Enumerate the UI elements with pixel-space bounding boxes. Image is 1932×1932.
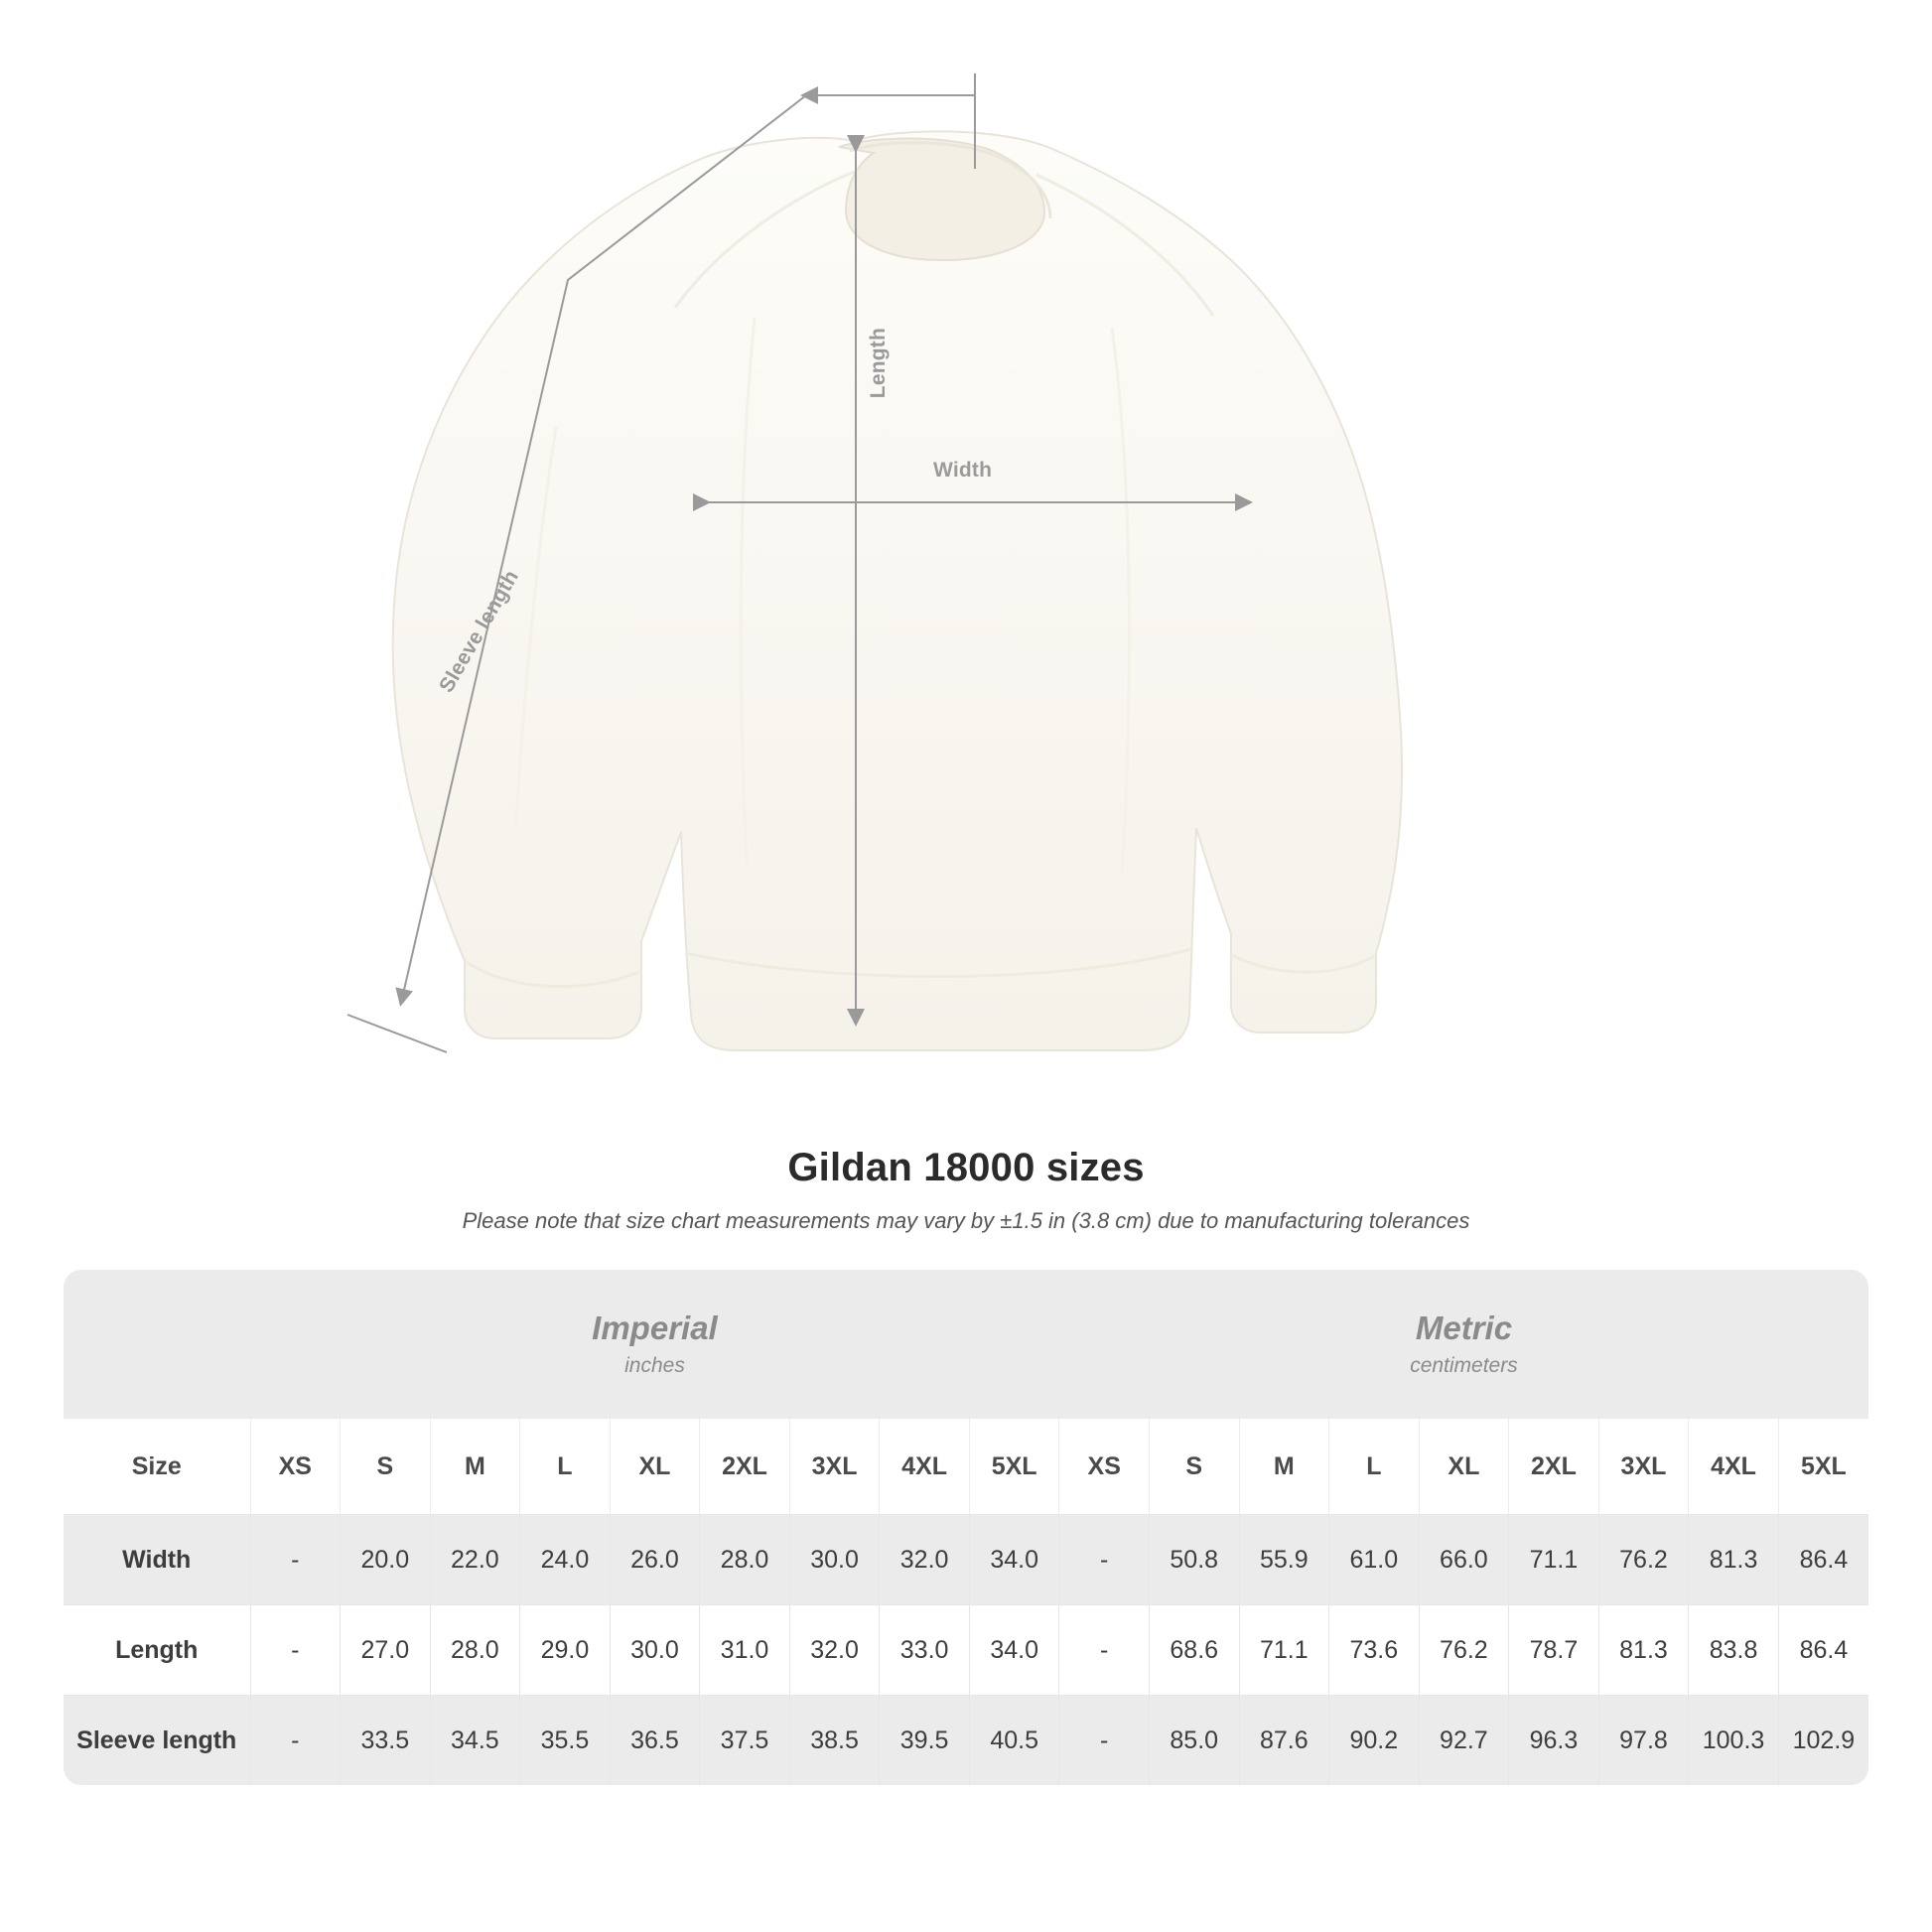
cell-sleeve-0: - — [250, 1696, 341, 1786]
unit-header-row — [64, 1270, 1868, 1419]
unit-spacer — [64, 1270, 250, 1419]
cell-width-3: 24.0 — [520, 1515, 611, 1605]
cell-length-10: 68.6 — [1149, 1605, 1239, 1696]
cell-sleeve-17: 102.9 — [1778, 1696, 1868, 1786]
cell-width-10: 50.8 — [1149, 1515, 1239, 1605]
cell-sleeve-7: 39.5 — [880, 1696, 970, 1786]
cell-width-7: 32.0 — [880, 1515, 970, 1605]
cell-length-9: - — [1059, 1605, 1150, 1696]
cell-length-7: 33.0 — [880, 1605, 970, 1696]
cell-length-16: 83.8 — [1689, 1605, 1779, 1696]
cell-length-14: 78.7 — [1509, 1605, 1599, 1696]
size-table — [64, 1270, 1868, 1785]
cell-width-15: 76.2 — [1598, 1515, 1689, 1605]
cell-sleeve-14: 96.3 — [1509, 1696, 1599, 1786]
size-col-11: M — [1239, 1419, 1329, 1515]
table-row — [64, 1605, 1868, 1696]
width-label: Width — [933, 459, 993, 482]
cell-width-1: 20.0 — [341, 1515, 431, 1605]
size-col-9: XS — [1059, 1419, 1150, 1515]
cell-sleeve-9: - — [1059, 1696, 1150, 1786]
cell-sleeve-2: 34.5 — [430, 1696, 520, 1786]
page-title: Gildan 18000 sizes — [787, 1146, 1145, 1189]
unit-metric — [1059, 1270, 1868, 1419]
size-col-12: L — [1329, 1419, 1420, 1515]
unit-imperial-sub: inches — [624, 1354, 685, 1378]
cell-width-2: 22.0 — [430, 1515, 520, 1605]
cell-length-15: 81.3 — [1598, 1605, 1689, 1696]
cell-sleeve-3: 35.5 — [520, 1696, 611, 1786]
cell-length-11: 71.1 — [1239, 1605, 1329, 1696]
size-header-row — [64, 1419, 1868, 1515]
cell-width-4: 26.0 — [610, 1515, 700, 1605]
size-col-5: 2XL — [700, 1419, 790, 1515]
cell-width-16: 81.3 — [1689, 1515, 1779, 1605]
size-col-2: M — [430, 1419, 520, 1515]
size-col-4: XL — [610, 1419, 700, 1515]
unit-metric-name: Metric — [1415, 1309, 1513, 1346]
size-table-container — [64, 1270, 1868, 1785]
row-label-width: Width — [64, 1515, 250, 1605]
size-col-8: 5XL — [969, 1419, 1059, 1515]
cell-width-5: 28.0 — [700, 1515, 790, 1605]
table-row — [64, 1696, 1868, 1786]
cell-length-17: 86.4 — [1778, 1605, 1868, 1696]
unit-imperial-name: Imperial — [592, 1309, 718, 1346]
cell-length-5: 31.0 — [700, 1605, 790, 1696]
size-col-3: L — [520, 1419, 611, 1515]
size-label: Size — [64, 1419, 250, 1515]
cell-length-12: 73.6 — [1329, 1605, 1420, 1696]
size-col-13: XL — [1419, 1419, 1509, 1515]
cell-sleeve-16: 100.3 — [1689, 1696, 1779, 1786]
cell-width-13: 66.0 — [1419, 1515, 1509, 1605]
cell-width-17: 86.4 — [1778, 1515, 1868, 1605]
cell-sleeve-5: 37.5 — [700, 1696, 790, 1786]
cell-length-6: 32.0 — [789, 1605, 880, 1696]
cell-sleeve-6: 38.5 — [789, 1696, 880, 1786]
cell-length-0: - — [250, 1605, 341, 1696]
cell-width-6: 30.0 — [789, 1515, 880, 1605]
size-col-14: 2XL — [1509, 1419, 1599, 1515]
length-label: Length — [867, 328, 890, 399]
cell-width-8: 34.0 — [969, 1515, 1059, 1605]
unit-metric-sub: centimeters — [1410, 1354, 1518, 1378]
cell-sleeve-15: 97.8 — [1598, 1696, 1689, 1786]
sleeve-length-label: Sleeve length — [435, 566, 523, 697]
size-col-17: 5XL — [1778, 1419, 1868, 1515]
cell-length-2: 28.0 — [430, 1605, 520, 1696]
cell-sleeve-13: 92.7 — [1419, 1696, 1509, 1786]
size-col-6: 3XL — [789, 1419, 880, 1515]
cell-length-13: 76.2 — [1419, 1605, 1509, 1696]
cell-length-8: 34.0 — [969, 1605, 1059, 1696]
cell-length-1: 27.0 — [341, 1605, 431, 1696]
cell-width-11: 55.9 — [1239, 1515, 1329, 1605]
cell-width-9: - — [1059, 1515, 1150, 1605]
cell-sleeve-12: 90.2 — [1329, 1696, 1420, 1786]
row-label-sleeve-length: Sleeve length — [64, 1696, 250, 1786]
cell-sleeve-1: 33.5 — [341, 1696, 431, 1786]
unit-imperial — [250, 1270, 1059, 1419]
cell-sleeve-8: 40.5 — [969, 1696, 1059, 1786]
tolerance-note: Please note that size chart measurements may vary by ±1.5 in (3.8 cm) due to manufacturing tolerances — [462, 1208, 1470, 1233]
cell-sleeve-10: 85.0 — [1149, 1696, 1239, 1786]
title-block — [0, 1146, 1932, 1234]
size-col-10: S — [1149, 1419, 1239, 1515]
size-col-1: S — [341, 1419, 431, 1515]
cell-width-14: 71.1 — [1509, 1515, 1599, 1605]
cell-length-3: 29.0 — [520, 1605, 611, 1696]
size-col-7: 4XL — [880, 1419, 970, 1515]
cell-length-4: 30.0 — [610, 1605, 700, 1696]
cell-sleeve-11: 87.6 — [1239, 1696, 1329, 1786]
size-col-16: 4XL — [1689, 1419, 1779, 1515]
cell-width-12: 61.0 — [1329, 1515, 1420, 1605]
table-row — [64, 1515, 1868, 1605]
cell-width-0: - — [250, 1515, 341, 1605]
size-col-15: 3XL — [1598, 1419, 1689, 1515]
size-col-0: XS — [250, 1419, 341, 1515]
cell-sleeve-4: 36.5 — [610, 1696, 700, 1786]
row-label-length: Length — [64, 1605, 250, 1696]
